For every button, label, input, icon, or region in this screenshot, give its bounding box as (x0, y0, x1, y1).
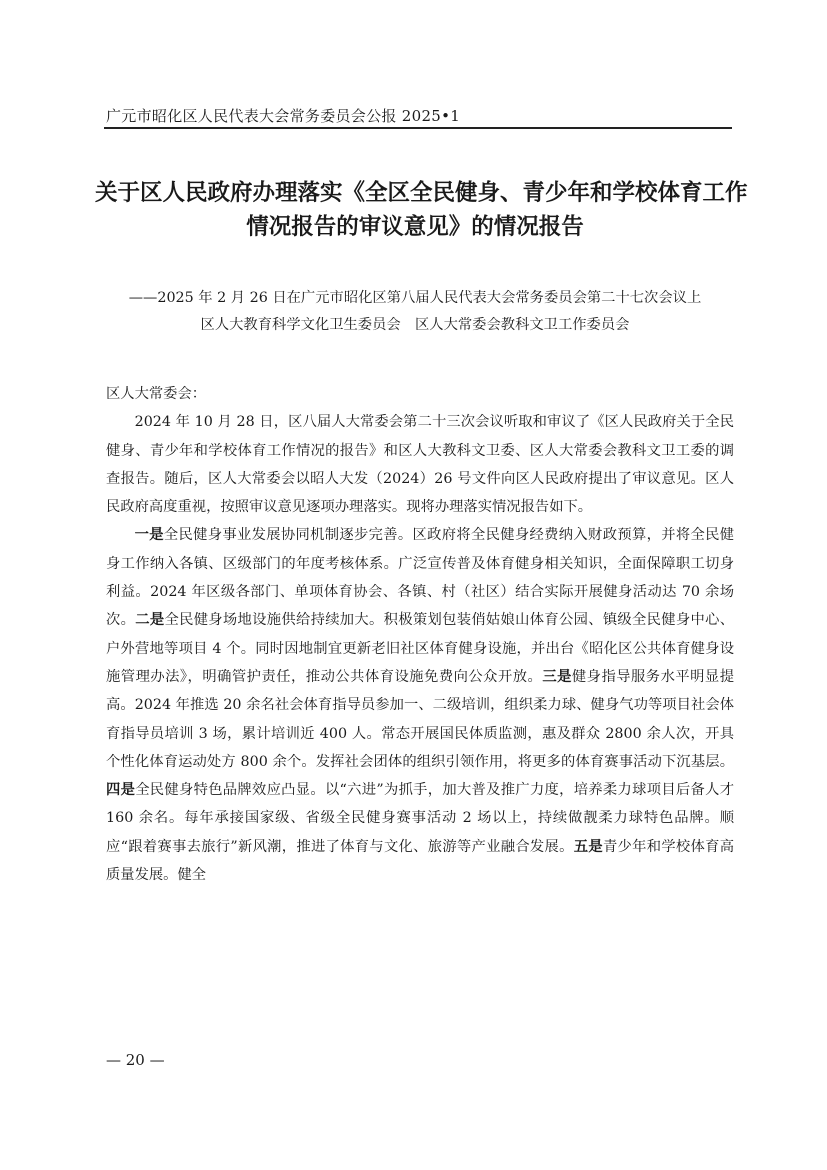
point-1-text: 全民健身事业发展协同机制逐步完善。区政府将全民健身经费纳入财政预算，并将全民健身工作纳入各镇、区级部门的年度考核体系。广泛宣传普及体育健身相关知识，全面保障职工切身利益。2024 年区级各部门、单项体育协会、各镇、村（社区）结合实际开展健身活动达 70 余场次。 (106, 527, 735, 629)
point-5-text: 青少年和学校体育高质量发展。健全 (106, 838, 735, 884)
bulletin-header: 广元市昭化区人民代表大会常务委员会公报 2025•1 (106, 107, 461, 125)
point-4-keyword: 四是 (106, 782, 136, 799)
byline-committees: 区人大教育科学文化卫生委员会 区人大常委会教科文卫工作委员会 (200, 317, 630, 333)
paragraph-progress (106, 521, 734, 889)
point-5-keyword: 五是 (573, 838, 603, 855)
point-3-text: 健身指导服务水平明显提高。2024 年推选 20 余名社会体育指导员参加一、二级培训，组织柔力球、健身气功等项目社会体育指导员培训 3 场，累计培训近 400 人。常态开展国民体质监测，惠及群众 2800 余人次，开具个性化体育运动处方 800 余个。发挥社会团体的组织引领作用，将更多的体育赛事活动下沉基层。 (106, 668, 735, 770)
point-2-text: 全民健身场地设施供给持续加大。积极策划包装俏姑娘山体育公园、镇级全民健身中心、户外营地等项目 4 个。同时因地制宜更新老旧社区体育健身设施，并出台《昭化区公共体育健身设施管理办法》，明确管护责任，推动公共体育设施免费向公众开放。 (106, 612, 735, 685)
document-body (106, 380, 734, 889)
point-3-keyword: 三是 (542, 668, 572, 685)
page-number: — 20 — (106, 1051, 165, 1069)
point-1-keyword: 一是 (134, 527, 164, 544)
byline-meeting: ——2025 年 2 月 26 日在广元市昭化区第八届人民代表大会常务委员会第二十七次会议上 (128, 290, 702, 306)
point-2-keyword: 二是 (135, 612, 165, 629)
header-divider (104, 127, 732, 129)
title-line-1: 关于区人民政府办理落实《全区全民健身、青少年和学校体育工作 (95, 180, 748, 206)
point-4-text: 全民健身特色品牌效应凸显。以“六进”为抓手，加大普及推广力度，培养柔力球项目后备人才 160 余名。每年承接国家级、省级全民健身赛事活动 2 场以上，持续做靓柔力球特色品牌。顺应“跟着赛事去旅行”新风潮，推进了体育与文化、旅游等产业融合发展。 (106, 782, 734, 855)
paragraph-intro: 2024 年 10 月 28 日，区八届人大常委会第二十三次会议听取和审议了《区人民政府关于全民健身、青少年和学校体育工作情况的报告》和区人大教科文卫委、区人大常委会教科文卫工委的调查报告。随后，区人大常委会以昭人大发（2024）26 号文件向区人民政府提出了审议意见。区人民政府高度重视，按照审议意见逐项办理落实。现将办理落实情况报告如下。 (106, 414, 734, 516)
salutation: 区人大常委会： (106, 386, 207, 402)
document-title (95, 176, 748, 244)
byline (95, 285, 735, 339)
title-line-2: 情况报告的审议意见》的情况报告 (246, 214, 584, 240)
